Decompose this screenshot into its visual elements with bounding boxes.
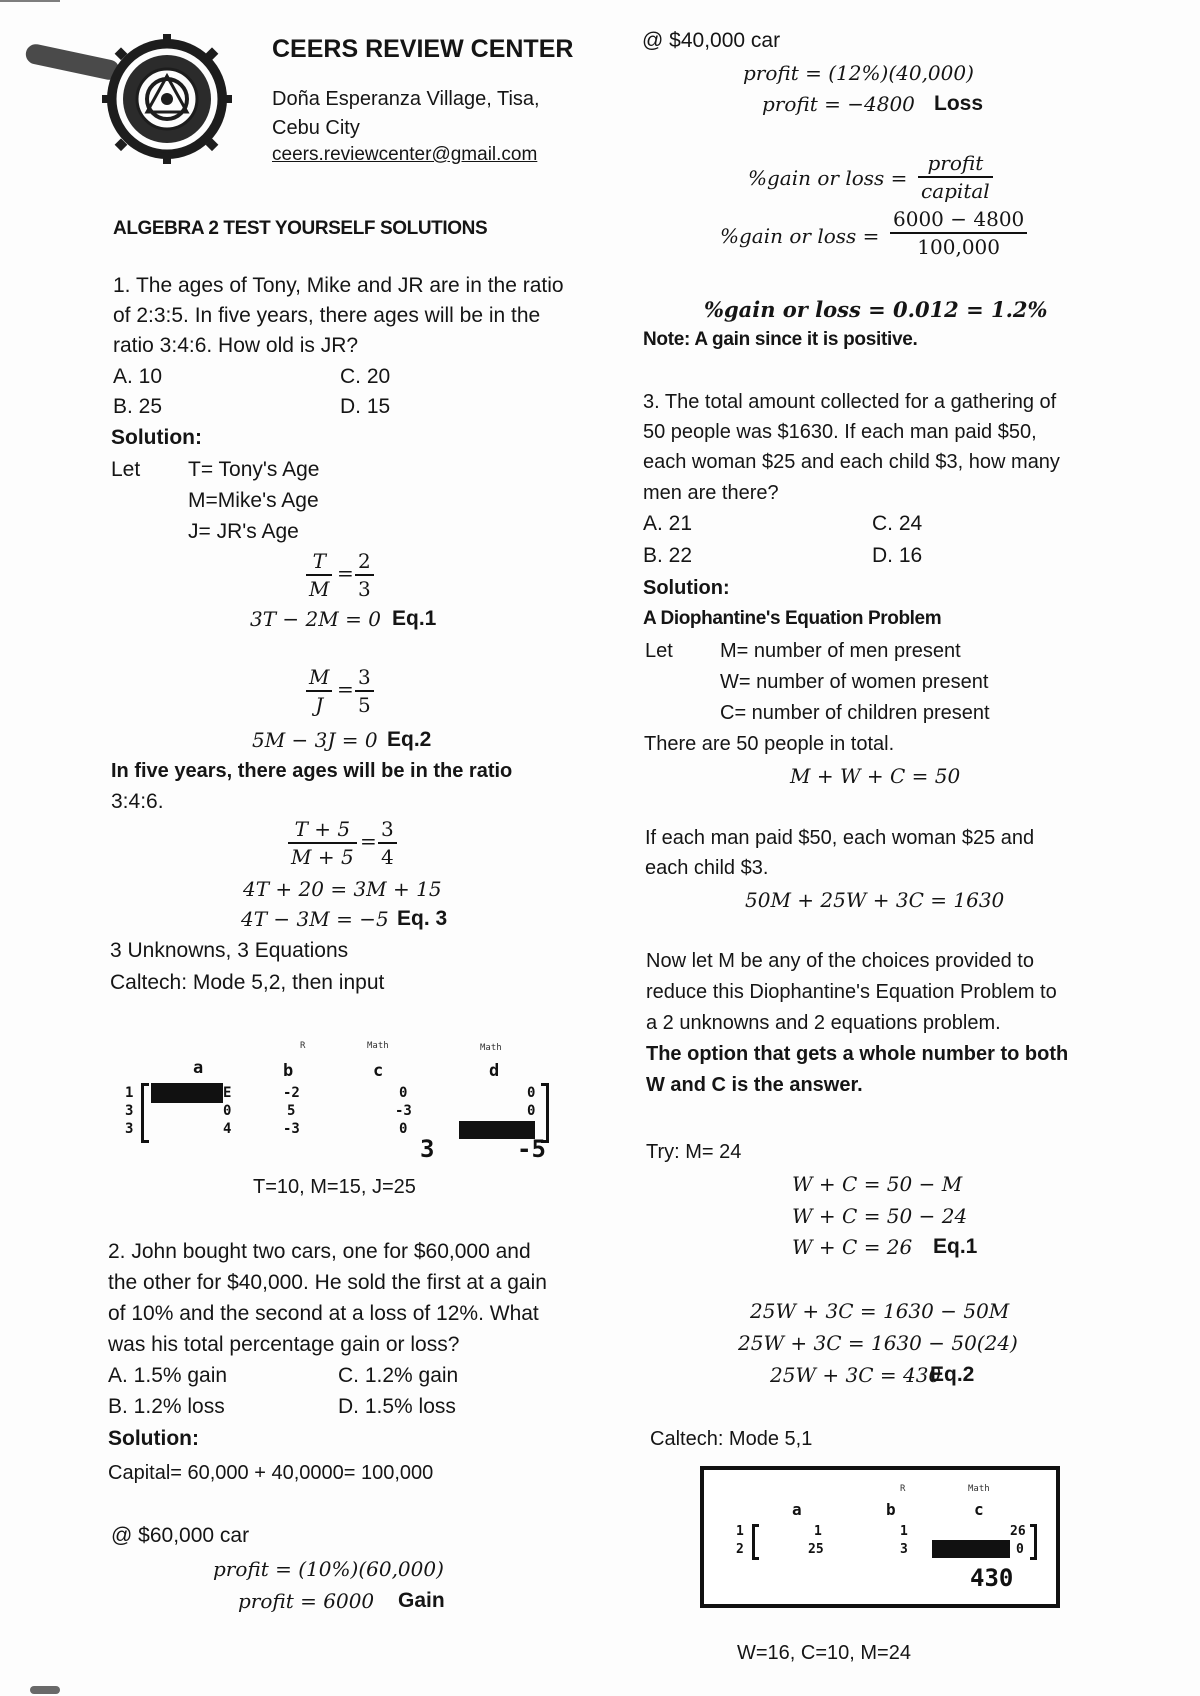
ceers-logo-icon — [102, 34, 232, 164]
q2-text-line-2: the other for $40,000. He sold the first at a gain — [108, 1271, 547, 1294]
q1-f2-rden: 5 — [358, 693, 371, 717]
calculator-matrix-display-2 — [700, 1466, 1060, 1608]
q1-fraction-23 — [355, 548, 374, 602]
calc1-d-row2: 0 — [527, 1103, 536, 1119]
calc1-mid-row2: 0 — [223, 1103, 232, 1119]
address-line-1: Doña Esperanza Village, Tisa, — [272, 88, 540, 110]
q2-text-line-3: of 10% and the second at a loss of 12%. What — [108, 1302, 539, 1325]
scan-smudge-bottom-left — [30, 1686, 60, 1694]
q3-option-c: C. 24 — [872, 512, 923, 535]
q3-text-line-1: 3. The total amount collected for a gathering of — [643, 391, 1057, 413]
q3-eq-step2: W + C = 50 − 24 — [792, 1204, 968, 1228]
q2-profit-60k-a: profit = (10%)(60,000) — [213, 1557, 444, 1581]
q1-option-a: A. 10 — [113, 365, 163, 388]
q2-capital: Capital= 60,000 + 40,0000= 100,000 — [108, 1462, 434, 1484]
q3-text-line-3: each woman $25 and each child $3, how many — [643, 451, 1060, 473]
q1-option-b: B. 25 — [113, 395, 163, 418]
calc1-col-d: d — [489, 1061, 500, 1081]
calc1-b-row3: -3 — [283, 1121, 300, 1137]
calc2-c-row1: 1 — [900, 1524, 908, 1539]
calc2-a-row2: 2 — [736, 1542, 744, 1557]
q1-fraction-tm — [306, 548, 332, 602]
calculator-matrix-display-1 — [125, 1035, 565, 1165]
q3-eq-step6: 25W + 3C = 430 — [770, 1363, 942, 1387]
q3-now-line-2: reduce this Diophantine's Equation Problem to — [646, 981, 1057, 1003]
calc2-b-row1: 1 — [814, 1524, 822, 1539]
q2-profit-60k-b: profit = 6000 — [238, 1589, 375, 1613]
q1-eq3b: 4T − 3M = −5 — [241, 907, 389, 931]
q1-let: Let — [111, 458, 141, 481]
q2-gain-loss-result: %gain or loss = 0.012 = 1.2% — [704, 297, 1048, 322]
q1-option-d: D. 15 — [340, 395, 391, 418]
q1-eq3-tag: Eq. 3 — [397, 907, 448, 930]
q2-car-60k: @ $60,000 car — [111, 1524, 250, 1547]
q2-text-line-1: 2. John bought two cars, one for $60,000 and — [108, 1240, 531, 1263]
q1-five-years-line-1: In five years, there ages will be in the ratio — [111, 760, 513, 782]
calc2-b-row2: 25 — [808, 1542, 824, 1557]
q3-total-people: There are 50 people in total. — [644, 733, 895, 755]
calc1-d-row1: 0 — [527, 1085, 536, 1101]
q1-eq2: 5M − 3J = 0 — [252, 728, 378, 752]
calc1-mid-row3: 4 — [223, 1121, 232, 1137]
calc2-right-bracket-bottom — [1030, 1557, 1037, 1560]
q3-subtitle: A Diophantine's Equation Problem — [643, 608, 942, 629]
q2-solution-heading: Solution: — [108, 1427, 199, 1450]
q2-loss-label: Loss — [934, 92, 984, 115]
calc1-right-bracket — [546, 1083, 549, 1143]
equals-sign: = — [360, 829, 377, 853]
calc2-r-indicator: R — [900, 1484, 906, 1494]
q2-option-b: B. 1.2% loss — [108, 1395, 225, 1418]
calc2-d-row1: 26 — [1010, 1524, 1026, 1539]
q1-f3-num: T + 5 — [288, 816, 357, 844]
calc2-c-row2: 3 — [900, 1542, 908, 1557]
q1-caltech: Caltech: Mode 5,2, then input — [110, 971, 385, 994]
calc2-a-row1: 1 — [736, 1524, 744, 1539]
calc1-a-row2: 3 — [125, 1103, 134, 1119]
q3-def-women: W= number of women present — [720, 671, 989, 693]
q1-text-line-3: ratio 3:4:6. How old is JR? — [113, 334, 359, 357]
calc1-b-row2: 5 — [287, 1103, 296, 1119]
q1-fraction-mj — [306, 664, 332, 718]
q3-answer: W=16, C=10, M=24 — [737, 1642, 911, 1664]
q1-f2-rnum: 3 — [355, 664, 374, 692]
q3-option-d: D. 16 — [872, 544, 923, 567]
q3-def-children: C= number of children present — [720, 702, 990, 724]
calc1-col-b: b — [283, 1061, 294, 1081]
q3-eq-step1: W + C = 50 − M — [792, 1172, 963, 1196]
q1-unknowns: 3 Unknowns, 3 Equations — [110, 939, 349, 962]
q1-answer: T=10, M=15, J=25 — [253, 1176, 416, 1198]
calc1-result-value: -5 — [517, 1135, 546, 1163]
calc2-right-bracket-top — [1030, 1524, 1037, 1527]
calc1-right-bracket-top — [541, 1083, 549, 1086]
q2-option-a: A. 1.5% gain — [108, 1364, 228, 1387]
q1-fraction-34 — [378, 816, 397, 870]
q1-def-jr: J= JR's Age — [188, 520, 299, 543]
q3-now-line-1: Now let M be any of the choices provided to — [646, 950, 1034, 972]
calc1-math-indicator-2: Math — [480, 1043, 502, 1053]
center-title: CEERS REVIEW CENTER — [272, 35, 574, 63]
q3-paid-line-2: each child $3. — [645, 857, 769, 879]
q3-text-line-4: men are there? — [643, 482, 779, 504]
calc2-right-bracket — [1034, 1524, 1037, 1560]
q2-text-line-4: was his total percentage gain or loss? — [108, 1333, 460, 1356]
q1-option-c: C. 20 — [340, 365, 391, 388]
q3-eq-step3: W + C = 26 — [792, 1235, 913, 1259]
calc1-b-row1: -2 — [283, 1085, 300, 1101]
document-title: ALGEBRA 2 TEST YOURSELF SOLUTIONS — [113, 218, 488, 239]
scan-line-top — [0, 0, 60, 2]
calc1-a-row3: 3 — [125, 1121, 134, 1137]
q2-gl-num1: profit — [918, 150, 993, 178]
q3-def-men: M= number of men present — [720, 640, 961, 662]
calc1-a-row1: 1 — [125, 1085, 134, 1101]
calc1-col-c: c — [373, 1061, 384, 1081]
q2-profit-40k-a: profit = (12%)(40,000) — [743, 61, 974, 85]
q1-text-line-2: of 2:3:5. In five years, there ages will be in the — [113, 304, 541, 327]
calc1-left-bracket-top — [141, 1083, 149, 1086]
q3-text-line-2: 50 people was $1630. If each man paid $50, — [643, 421, 1037, 443]
q1-fraction-t5m5 — [288, 816, 357, 870]
q1-fraction-35 — [355, 664, 374, 718]
q1-def-tony: T= Tony's Age — [188, 458, 320, 481]
calc2-cursor-highlight — [932, 1540, 1010, 1558]
calc1-c-row2: -3 — [395, 1103, 412, 1119]
q3-eq-people: M + W + C = 50 — [790, 764, 961, 788]
q1-text-line-1: 1. The ages of Tony, Mike and JR are in the ratio — [113, 274, 564, 297]
calc2-left-bracket-bottom — [752, 1557, 759, 1560]
calc1-left-bracket — [141, 1083, 144, 1143]
q3-eq-money: 50M + 25W + 3C = 1630 — [745, 888, 1005, 912]
q1-f3-rnum: 3 — [378, 816, 397, 844]
address-line-2: Cebu City — [272, 117, 360, 139]
q2-fraction-profit-capital — [918, 150, 993, 204]
calc2-d-row2: 0 — [1016, 1542, 1024, 1557]
calc1-left-bracket-bottom — [141, 1140, 149, 1143]
q1-f1-rnum: 2 — [355, 548, 374, 576]
calc2-result-value: 430 — [970, 1564, 1014, 1592]
q3-option-line-2: W and C is the answer. — [646, 1074, 863, 1096]
q3-try: Try: M= 24 — [646, 1141, 742, 1163]
q2-gain-loss-label-2: %gain or loss = — [720, 224, 880, 248]
q1-f3-rden: 4 — [381, 845, 394, 869]
q1-f1-rden: 3 — [358, 577, 371, 601]
q1-f1-den: M — [309, 577, 330, 601]
calc1-r-indicator: R — [300, 1041, 306, 1051]
q3-solution-heading: Solution: — [643, 577, 730, 599]
q2-gl-den1: capital — [921, 179, 990, 203]
q2-gl-den2: 100,000 — [917, 235, 1000, 259]
q2-profit-40k-b: profit = −4800 — [762, 92, 915, 116]
q1-five-years-line-2: 3:4:6. — [111, 790, 164, 813]
calc2-col-a: a — [792, 1500, 802, 1519]
q3-eq1-tag: Eq.1 — [933, 1235, 978, 1258]
calc1-c-row3: 0 — [399, 1121, 408, 1137]
q1-solution-heading: Solution: — [111, 426, 202, 449]
calc1-math-indicator-1: Math — [367, 1041, 389, 1051]
q1-eq3a: 4T + 20 = 3M + 15 — [243, 877, 442, 901]
calc1-col-a: a — [193, 1058, 204, 1078]
q1-f3-den: M + 5 — [291, 845, 354, 869]
q1-eq1: 3T − 2M = 0 — [250, 607, 381, 631]
q2-gain-loss-label-1: %gain or loss = — [748, 166, 908, 190]
q3-option-a: A. 21 — [643, 512, 693, 535]
calc2-col-c: c — [974, 1500, 984, 1519]
q2-fraction-values — [890, 206, 1027, 260]
calc1-mid-row1: E — [223, 1085, 232, 1101]
q2-gl-num2: 6000 − 4800 — [890, 206, 1027, 234]
calc2-left-bracket-top — [752, 1524, 759, 1527]
q3-eq2-tag: Eq.2 — [930, 1363, 975, 1386]
q3-eq-step5: 25W + 3C = 1630 − 50(24) — [738, 1331, 1018, 1355]
calc2-col-b: b — [886, 1500, 896, 1519]
q3-paid-line-1: If each man paid $50, each woman $25 and — [645, 827, 1035, 849]
q2-note: Note: A gain since it is positive. — [643, 329, 918, 350]
q3-option-b: B. 22 — [643, 544, 693, 567]
q2-car-40k: @ $40,000 car — [642, 29, 781, 52]
q1-eq1-tag: Eq.1 — [392, 607, 437, 630]
calc2-math-indicator: Math — [968, 1484, 990, 1494]
q3-now-line-3: a 2 unknowns and 2 equations problem. — [646, 1012, 1001, 1034]
q3-eq-step4: 25W + 3C = 1630 − 50M — [750, 1299, 1010, 1323]
equals-sign: = — [337, 561, 354, 585]
calc1-c-row1: 0 — [399, 1085, 408, 1101]
q1-def-mike: M=Mike's Age — [188, 489, 319, 512]
calc1-cell-value: 3 — [420, 1135, 435, 1163]
q3-caltech: Caltech: Mode 5,1 — [650, 1428, 813, 1450]
q2-option-d: D. 1.5% loss — [338, 1395, 456, 1418]
q1-f2-num: M — [306, 664, 332, 692]
q2-gain-label: Gain — [398, 1589, 445, 1612]
q1-f2-den: J — [315, 693, 324, 717]
q1-eq2-tag: Eq.2 — [387, 728, 432, 751]
q1-f1-num: T — [306, 548, 332, 576]
calc1-cursor-highlight — [151, 1083, 223, 1103]
calc2-left-bracket — [752, 1524, 755, 1560]
equals-sign: = — [337, 677, 354, 701]
q3-option-line-1: The option that gets a whole number to both — [646, 1043, 1069, 1065]
q3-let: Let — [645, 640, 673, 662]
email-link[interactable]: ceers.reviewcenter@gmail.com — [272, 144, 538, 165]
q2-option-c: C. 1.2% gain — [338, 1364, 459, 1387]
